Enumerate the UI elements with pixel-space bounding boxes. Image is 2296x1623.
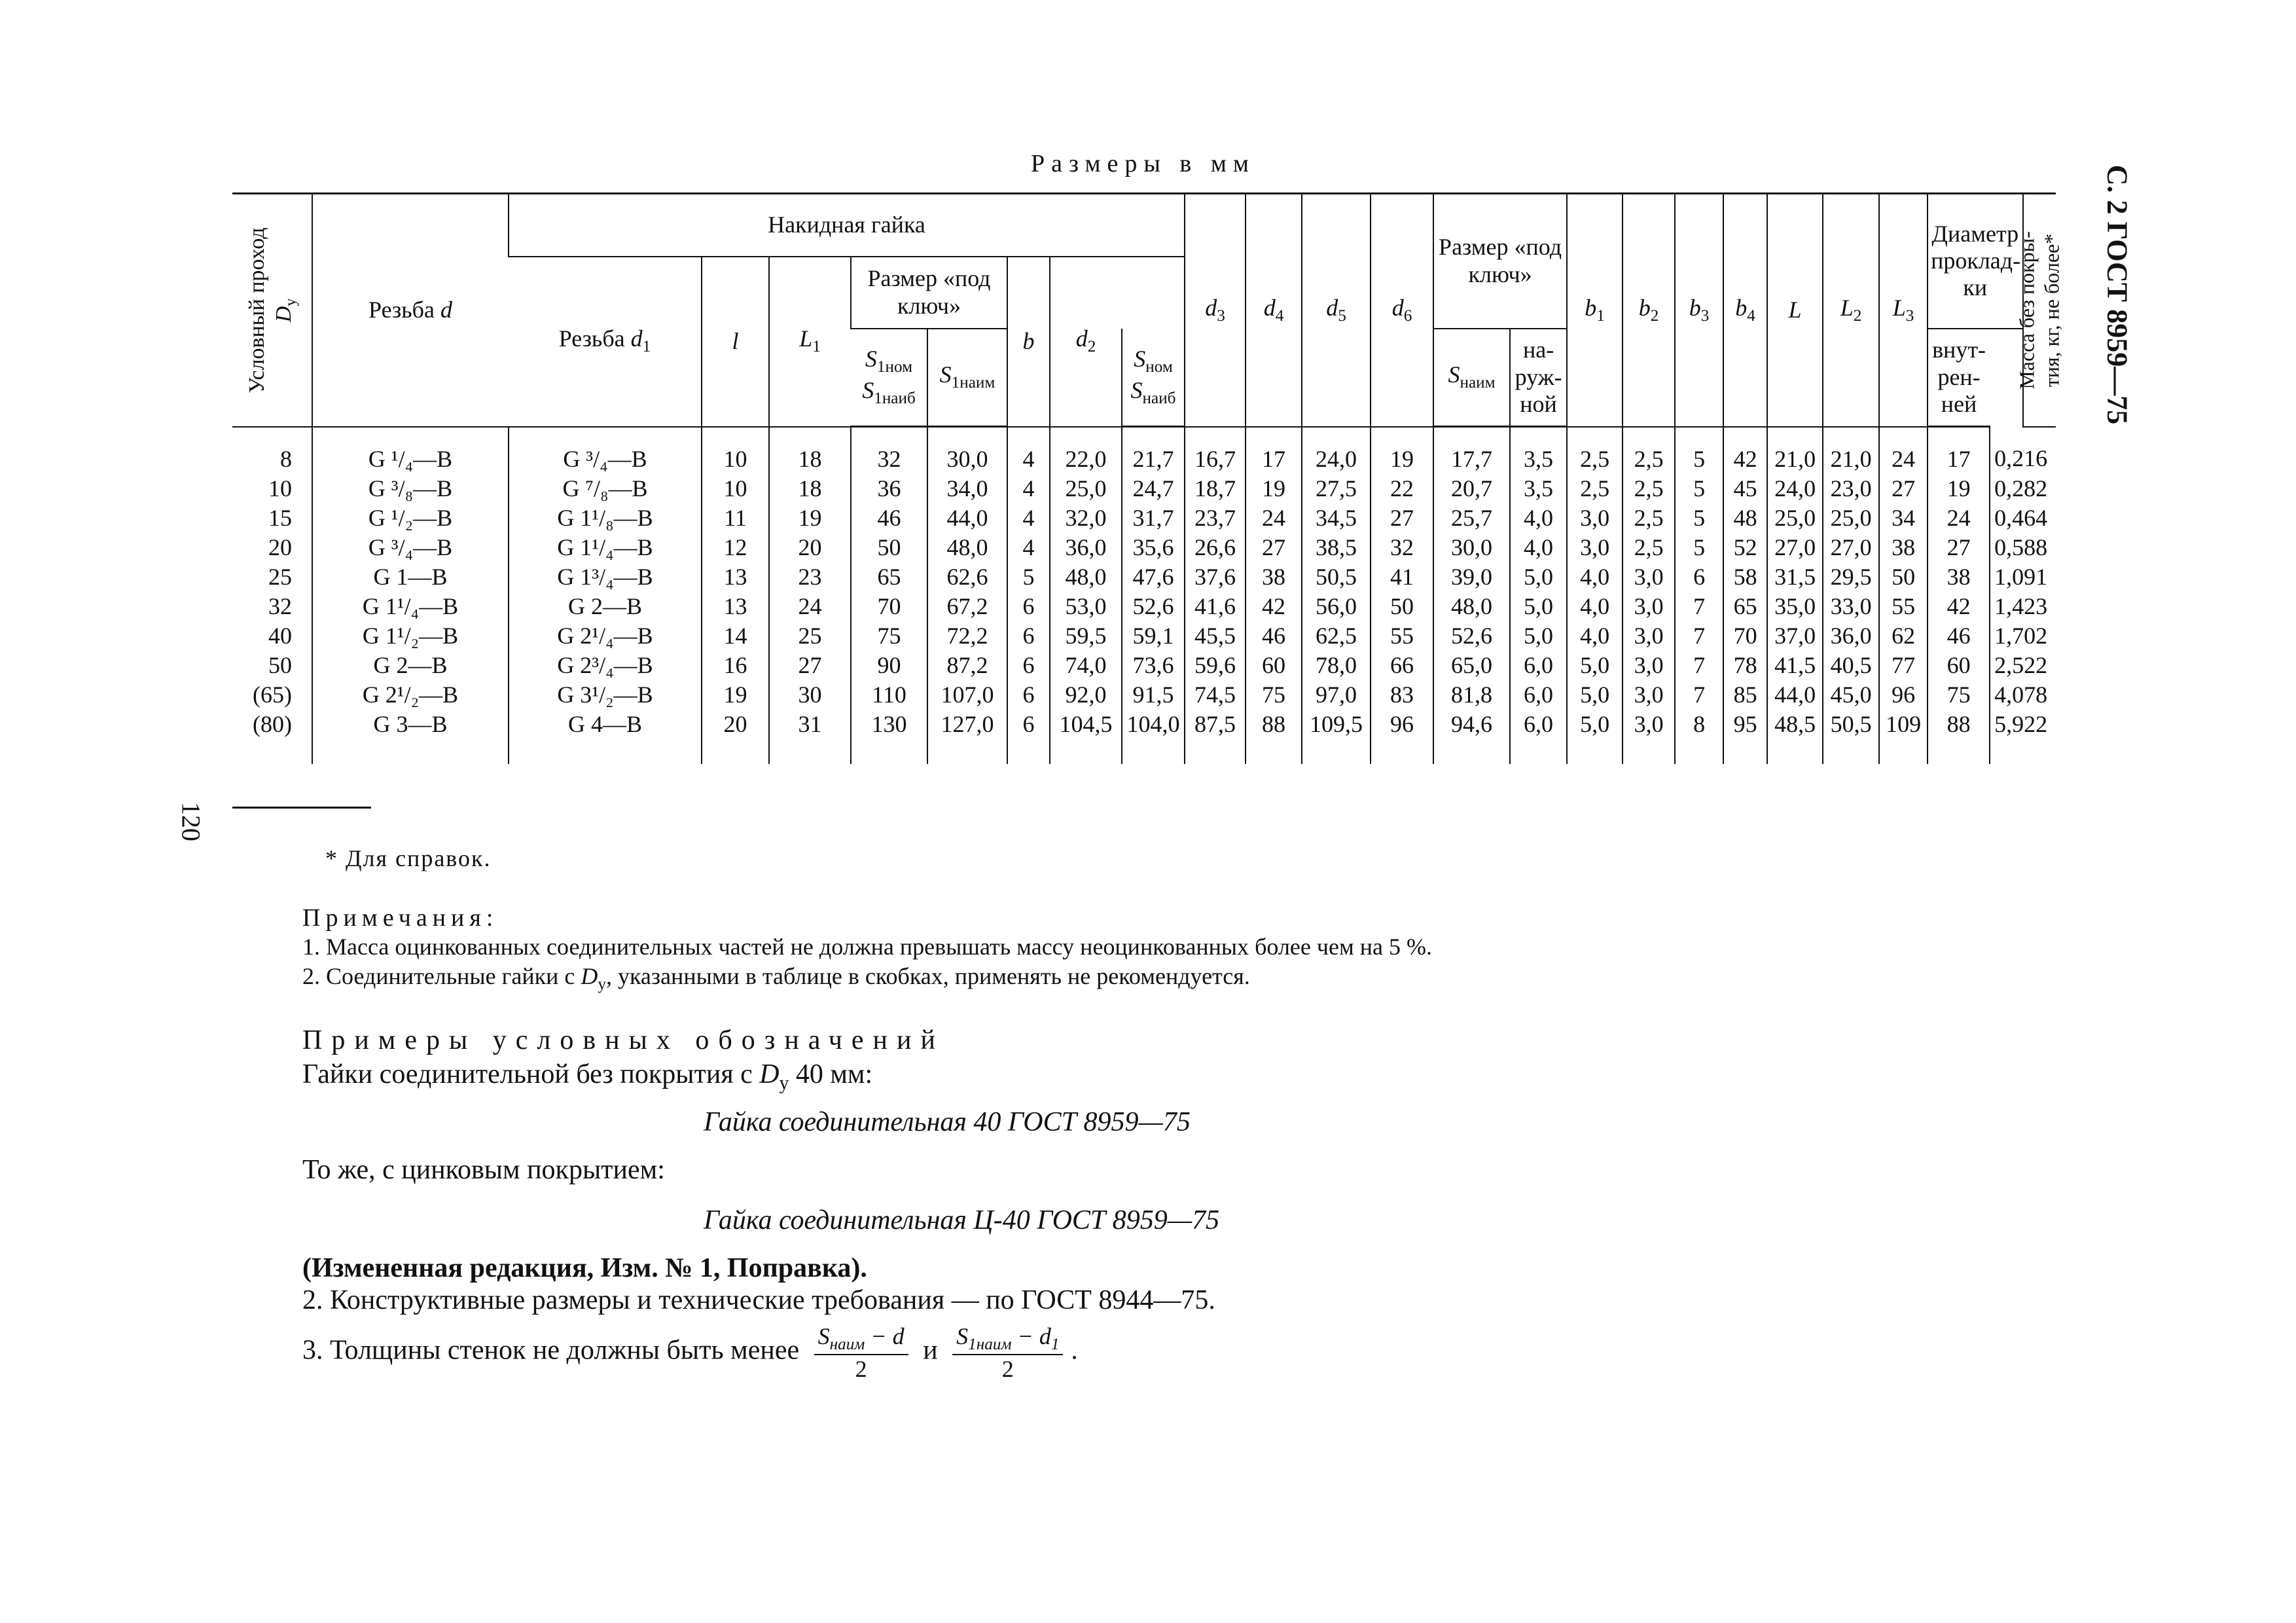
example-line-1: Гайки соединительной без покрытия с $D_у$ 40 мм: xyxy=(302,1059,873,1094)
item-2: 2. Конструктивные размеры и технические требования — по ГОСТ 8944—75. xyxy=(302,1285,1215,1315)
header-d4: $d_4$ xyxy=(1246,194,1302,427)
header-b: b xyxy=(1007,257,1050,427)
header-snaim: $S_{наим}$ xyxy=(1433,329,1510,427)
table-row: 15 G ¹/₂—B G 1¹/₈—B 11 19 46 44,0 4 32,0 31,7 23,7 24 34,5 27 25,7 4,0 3,0 2,5 5 48 25,0 25,0 34 24 0,464 xyxy=(232,503,2056,533)
header-mass: Масса без покры- тия, кг, не более* xyxy=(2023,194,2056,427)
header-L2: $L_2$ xyxy=(1823,194,1879,427)
header-s1nom-s1naib: $S_{1ном}$ $S_{1наиб}$ xyxy=(851,329,927,427)
table-row: 10 G ³/₈—B G ⁷/₈—B 10 18 36 34,0 4 25,0 24,7 18,7 19 27,5 22 20,7 3,5 2,5 2,5 5 45 24,0 23,0 27 19 0,282 xyxy=(232,474,2056,503)
header-b2: $b_2$ xyxy=(1623,194,1675,427)
notes-title: Примечания: xyxy=(302,904,499,932)
header-gasket-outer: на- руж- ной xyxy=(1510,329,1567,427)
fraction-1: $\frac{S_{наим} - d}{2}$ xyxy=(814,1322,908,1383)
item-3: 3. Толщины стенок не должны быть менее $\frac{S_{наим} - d}{2}$ и $\frac{S_{1наим} - d_1}{2}$ . xyxy=(302,1323,1078,1383)
fraction-2: $\frac{S_{1наим} - d_1}{2}$ xyxy=(952,1322,1063,1383)
table-row: 20 G ³/₄—B G 1¹/₄—B 12 20 50 48,0 4 36,0 35,6 26,6 27 38,5 32 30,0 4,0 3,0 2,5 5 52 27,0 27,0 38 27 0,588 xyxy=(232,533,2056,562)
header-gasket-diameter: Диаметр проклад- ки xyxy=(1928,194,2022,329)
header-dy: Условный проход $D_у$ xyxy=(232,194,312,427)
header-d2: $d_2$ xyxy=(1050,257,1122,427)
header-wrench-size-2: Размер «под ключ» xyxy=(1433,194,1567,329)
table-row: 8 G ¹/₄—B G ³/₄—B 10 18 32 30,0 4 22,0 21,7 16,7 17 24,0 19 17,7 3,5 2,5 2,5 5 42 21,0 21,0 24 17 0,216 xyxy=(232,427,2056,475)
header-b3: $b_3$ xyxy=(1675,194,1723,427)
header-d3: $d_3$ xyxy=(1185,194,1246,427)
header-gasket-inner: внут- рен- ней xyxy=(1928,329,1990,427)
table-row: 50 G 2—B G 2³/₄—B 16 27 90 87,2 6 74,0 73,6 59,6 60 78,0 66 65,0 6,0 5,0 3,0 7 78 41,5 40,5 77 60 2,522 xyxy=(232,651,2056,680)
table-row: 32 G 1¹/₄—B G 2—B 13 24 70 67,2 6 53,0 52,6 41,6 42 56,0 50 48,0 5,0 4,0 3,0 7 65 35,0 33,0 55 42 1,423 xyxy=(232,592,2056,621)
header-l: l xyxy=(702,257,769,427)
header-thread-d1: Резьба $d_1$ xyxy=(509,257,702,427)
table-row: 25 G 1—B G 1³/₄—B 13 23 65 62,6 5 48,0 47,6 37,6 38 50,5 41 39,0 5,0 4,0 3,0 6 58 31,5 29,5 50 38 1,091 xyxy=(232,562,2056,592)
examples-title: Примеры условных обозначений xyxy=(302,1025,944,1055)
table-filler xyxy=(232,739,2056,764)
header-d5: $d_5$ xyxy=(1302,194,1371,427)
dimensions-table xyxy=(232,192,2064,764)
header-b1: $b_1$ xyxy=(1567,194,1623,427)
example-line-2: То же, с цинковым покрытием: xyxy=(302,1155,665,1185)
footnote: * Для справок. xyxy=(325,845,492,871)
designation-1: Гайка соединительная 40 ГОСТ 8959—75 xyxy=(704,1107,1191,1137)
header-b4: $b_4$ xyxy=(1723,194,1767,427)
page-number: 120 xyxy=(176,802,206,841)
header-s1naim: $S_{1наим}$ xyxy=(927,329,1007,427)
designation-2: Гайка соединительная Ц-40 ГОСТ 8959—75 xyxy=(704,1205,1220,1235)
document-header: С. 2 ГОСТ 8959—75 xyxy=(2101,164,2134,425)
table-row: 40 G 1¹/₂—B G 2¹/₄—B 14 25 75 72,2 6 59,5 59,1 45,5 46 62,5 55 52,6 5,0 4,0 3,0 7 70 37,0 36,0 62 46 1,702 xyxy=(232,621,2056,651)
header-union-nut: Накидная гайка xyxy=(509,194,1185,257)
table-row: (65) G 2¹/₂—B G 3¹/₂—B 19 30 110 107,0 6 92,0 91,5 74,5 75 97,0 83 81,8 6,0 5,0 3,0 7 85 44,0 45,0 96 75 4,078 xyxy=(232,680,2056,710)
header-L3: $L_3$ xyxy=(1879,194,1928,427)
sizes-caption: Размеры в мм xyxy=(1031,150,1255,177)
table-row: (80) G 3—B G 4—B 20 31 130 127,0 6 104,5 104,0 87,5 88 109,5 96 94,6 6,0 5,0 3,0 8 95 48,5 50,5 109 88 5,922 xyxy=(232,710,2056,739)
header-L: L xyxy=(1767,194,1823,427)
header-L1: $L_1$ xyxy=(769,257,851,427)
header-wrench-size-1: Размер «под ключ» xyxy=(851,257,1007,329)
note-1: 1. Масса оцинкованных соединительных частей не должна превышать массу неоцинкованных более чем на 5 %. xyxy=(302,934,1432,960)
header-snom-snaib: $S_{ном}$ $S_{наиб}$ xyxy=(1122,329,1185,427)
note-2: 2. Соединительные гайки с $D_у$, указанными в таблице в скобках, применять не рекомендуется. xyxy=(302,963,1250,994)
revision-note: (Измененная редакция, Изм. № 1, Поправка). xyxy=(302,1253,867,1283)
header-thread-d: Резьба d xyxy=(312,194,509,427)
header-d6: $d_6$ xyxy=(1371,194,1433,427)
footnote-rule xyxy=(232,807,371,809)
